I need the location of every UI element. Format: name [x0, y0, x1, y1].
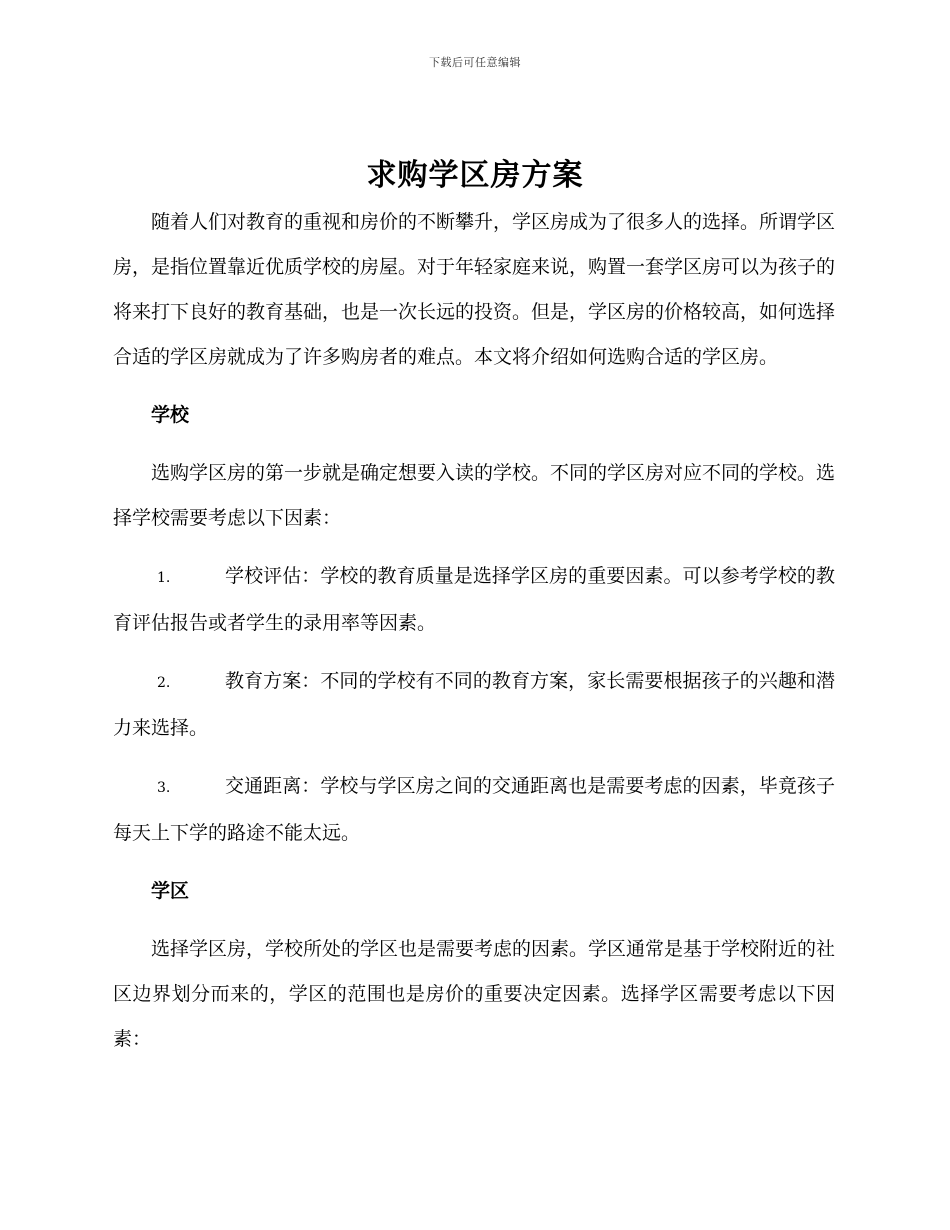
document-body [113, 200, 835, 1062]
list-item-number: 1. [157, 570, 171, 586]
list-item-number: 2. [157, 675, 171, 691]
district-intro-paragraph: 选择学区房，学校所处的学区也是需要考虑的因素。学区通常是基于学校附近的社区边界划分而来的，学区的范围也是房价的重要决定因素。选择学区需要考虑以下因素： [113, 938, 836, 1050]
list-item-text: 教育方案：不同的学校有不同的教育方案，家长需要根据孩子的兴趣和潜力来选择。 [113, 670, 835, 739]
document-title: 求购学区房方案 [366, 158, 584, 193]
header-note: 下载后可任意编辑 [429, 56, 521, 69]
section-heading-school: 学校 [151, 404, 190, 426]
list-item [113, 659, 835, 751]
school-intro-paragraph: 选购学区房的第一步就是确定想要入读的学校。不同的学区房对应不同的学校。选择学校需要考虑以下因素： [113, 462, 836, 529]
intro-paragraph: 随着人们对教育的重视和房价的不断攀升，学区房成为了很多人的选择。所谓学区房，是指位置靠近优质学校的房屋。对于年轻家庭来说，购置一套学区房可以为孩子的将来打下良好的教育基础，也是一次长远的投资。但是，学区房的价格较高，如何选择合适的学区房就成为了许多购房者的难点。本文将介绍如何选购合适的学区房。 [113, 211, 836, 368]
list-item [113, 554, 835, 646]
list-item-text: 学校评估：学校的教育质量是选择学区房的重要因素。可以参考学校的教育评估报告或者学生的录用率等因素。 [113, 565, 835, 634]
list-item-number: 3. [157, 780, 171, 796]
list-item [113, 764, 835, 856]
section-heading-district: 学区 [151, 880, 190, 902]
list-item-text: 交通距离：学校与学区房之间的交通距离也是需要考虑的因素，毕竟孩子每天上下学的路途不能太远。 [113, 775, 835, 844]
